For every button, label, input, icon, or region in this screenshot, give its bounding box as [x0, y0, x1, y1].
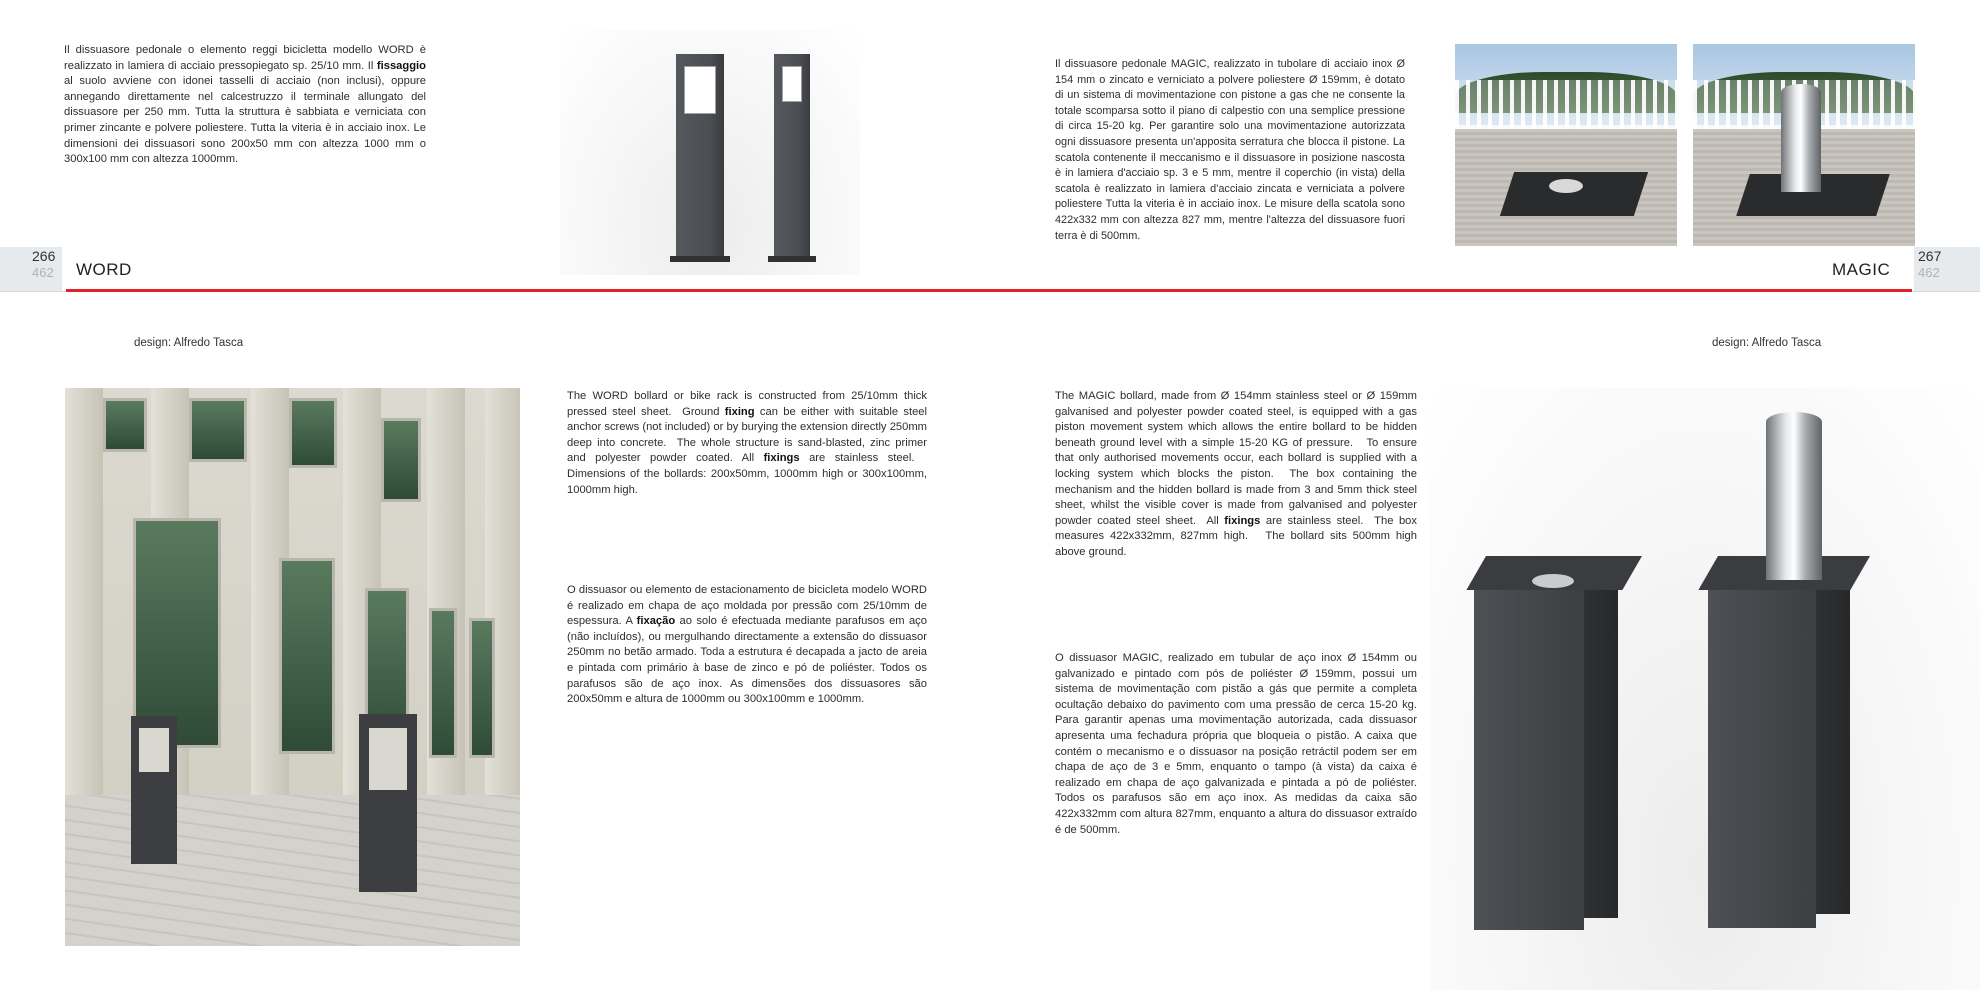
page-number-right: 267 [1918, 248, 1942, 264]
word-bollard-small [774, 54, 810, 259]
section-title-magic: MAGIC [1832, 260, 1891, 279]
magic-steel-bollard [1766, 412, 1822, 580]
page-total-right: 462 [1918, 265, 1940, 280]
word-product-render [560, 30, 860, 275]
magic-description-english: The MAGIC bollard, made from Ø 154mm stainless steel or Ø 159mm galvanised and polyester powder coated steel, is equipped with a gas piston movement system which allows the entire bollard to be hidden beneath ground level with a simple 15-20 KG of pressure. To ensure that only authorised movements occur, each bollard is supplied with a locking system which blocks the piston. The box containing the mechanism and the hidden bollard is made from 3 and 5mm thick steel sheet, whilst the visible cover is made from galvanised and polyester powder coated steel sheet. All fixings are stainless steel. The box measures 422x332mm, 827mm high. The bollard sits 500mm high above ground. [1055, 390, 1417, 558]
magic-box-raised [1708, 584, 1816, 928]
magic-photo-retracted [1455, 44, 1677, 246]
design-credit-left: design: Alfredo Tasca [134, 337, 244, 349]
design-credit-right: design: Alfredo Tasca [1712, 337, 1822, 349]
word-description-portuguese: O dissuasor ou elemento de estacionamento de bicicleta modelo WORD é realizado em chapa de aço moldada por pressão com 25/10mm de espessura. A fixação ao solo é efectuada mediante parafusos em aço (não incluídos), ou mergulhando directamente a extensão do dissuasor 250mm no betão armado. Toda a estrutura é decapada a jacto de areia e pintada com primário à base de zinco e pó de poliéster. Todos os parafusos são de aço inox. As dimensões dos dissuasores são 200x50mm e altura de 1000mm ou 300x100mm e 1000mm. [567, 584, 927, 706]
magic-description-portuguese: O dissuasor MAGIC, realizado em tubular de aço inox Ø 154mm ou galvanizado e pintado com pós de poliéster Ø 159mm, possui um sistema de movimentação com pistão a gás que permite a completa ocultação debaixo do pavimento com uma pressão de cerca 15-20 kg. Para garantir apenas uma movimentação autorizada, cada dissuasor apresenta uma fechadura própria que bloqueia o pistão. A caixa que contém o mecanismo e o dissuasor na posição retráctil podem ser em chapa de aço de 3 e 5mm, enquanto o tampo (à vista) da caixa é realizado em chapa de aço galvanizada e pintada a pó de poliéster. Todos os parafusos são em aço inox. As medidas da caixa são 422x332mm com altura 827mm, enquanto a altura do dissuasor extraído é de 500mm. [1055, 652, 1417, 836]
word-description-italian: Il dissuasore pedonale o elemento reggi bicicletta modello WORD è realizzato in lamiera di acciaio pressopiegato sp. 25/10 mm. Il fissaggio al suolo avviene con idonei tasselli di acciaio (non inclusi), oppure annegando direttamente nel calcestruzzo il terminale allungato del dissuasore per 250 mm. Tutta la struttura è sabbiata e verniciata con primer zincante e polvere poliestere. Tutta la viteria è in acciaio inox. Le dimensioni dei dissuasori sono 200x50 mm con altezza 1000 mm o 300x100 mm con altezza 1000mm. [64, 44, 426, 166]
magic-description-italian: Il dissuasore pedonale MAGIC, realizzato in tubolare di acciaio inox Ø 154 mm o zincato e verniciato a polvere poliestere Ø 159mm, è dotato di un sistema di movimentazione con pistone a gas che ne consente la totale scomparsa sotto il piano di calpestio con una semplice pressione di circa 15-20 kg. Per garantire solo una movimentazione autorizzata ogni dissuasore presenta un'apposita serratura che blocca il pistone. La scatola contenente il meccanismo e il dissuasore in posizione nascosta è in lamiera d'acciaio sp. 3 e 5 mm, mentre il coperchio (in vista) della scatola è realizzato in lamiera d'acciaio zincata e verniciata a polvere poliestere Tutta la viteria è in acciaio inox. Le misure della scatola sono 422x332 mm con altezza 827 mm, mentre l'altezza del dissuasore fuori terra è di 500mm. [1055, 58, 1405, 242]
page-total-left: 462 [32, 265, 54, 280]
word-installation-photo [65, 388, 520, 946]
header-divider-red [66, 289, 1912, 292]
word-description-english: The WORD bollard or bike rack is constructed from 25/10mm thick pressed steel sheet. Ground fixing can be either with suitable steel anchor screws (not included) or by burying the extension directly 250mm deep into concrete. The whole structure is sand-blasted, zinc primer and polyester powder coated. All fixings are stainless steel. Dimensions of the bollards: 200x50mm, 1000mm high or 300x100mm, 1000mm high. [567, 390, 927, 496]
section-title-word: WORD [76, 260, 132, 279]
magic-photo-raised [1693, 44, 1915, 246]
page-number-left: 266 [32, 248, 56, 264]
magic-box-retracted [1474, 584, 1584, 930]
word-bollard-right-in-photo [359, 714, 417, 892]
magic-product-render [1430, 388, 1980, 990]
word-bollard-large [676, 54, 724, 259]
word-bollard-left-in-photo [131, 716, 177, 864]
